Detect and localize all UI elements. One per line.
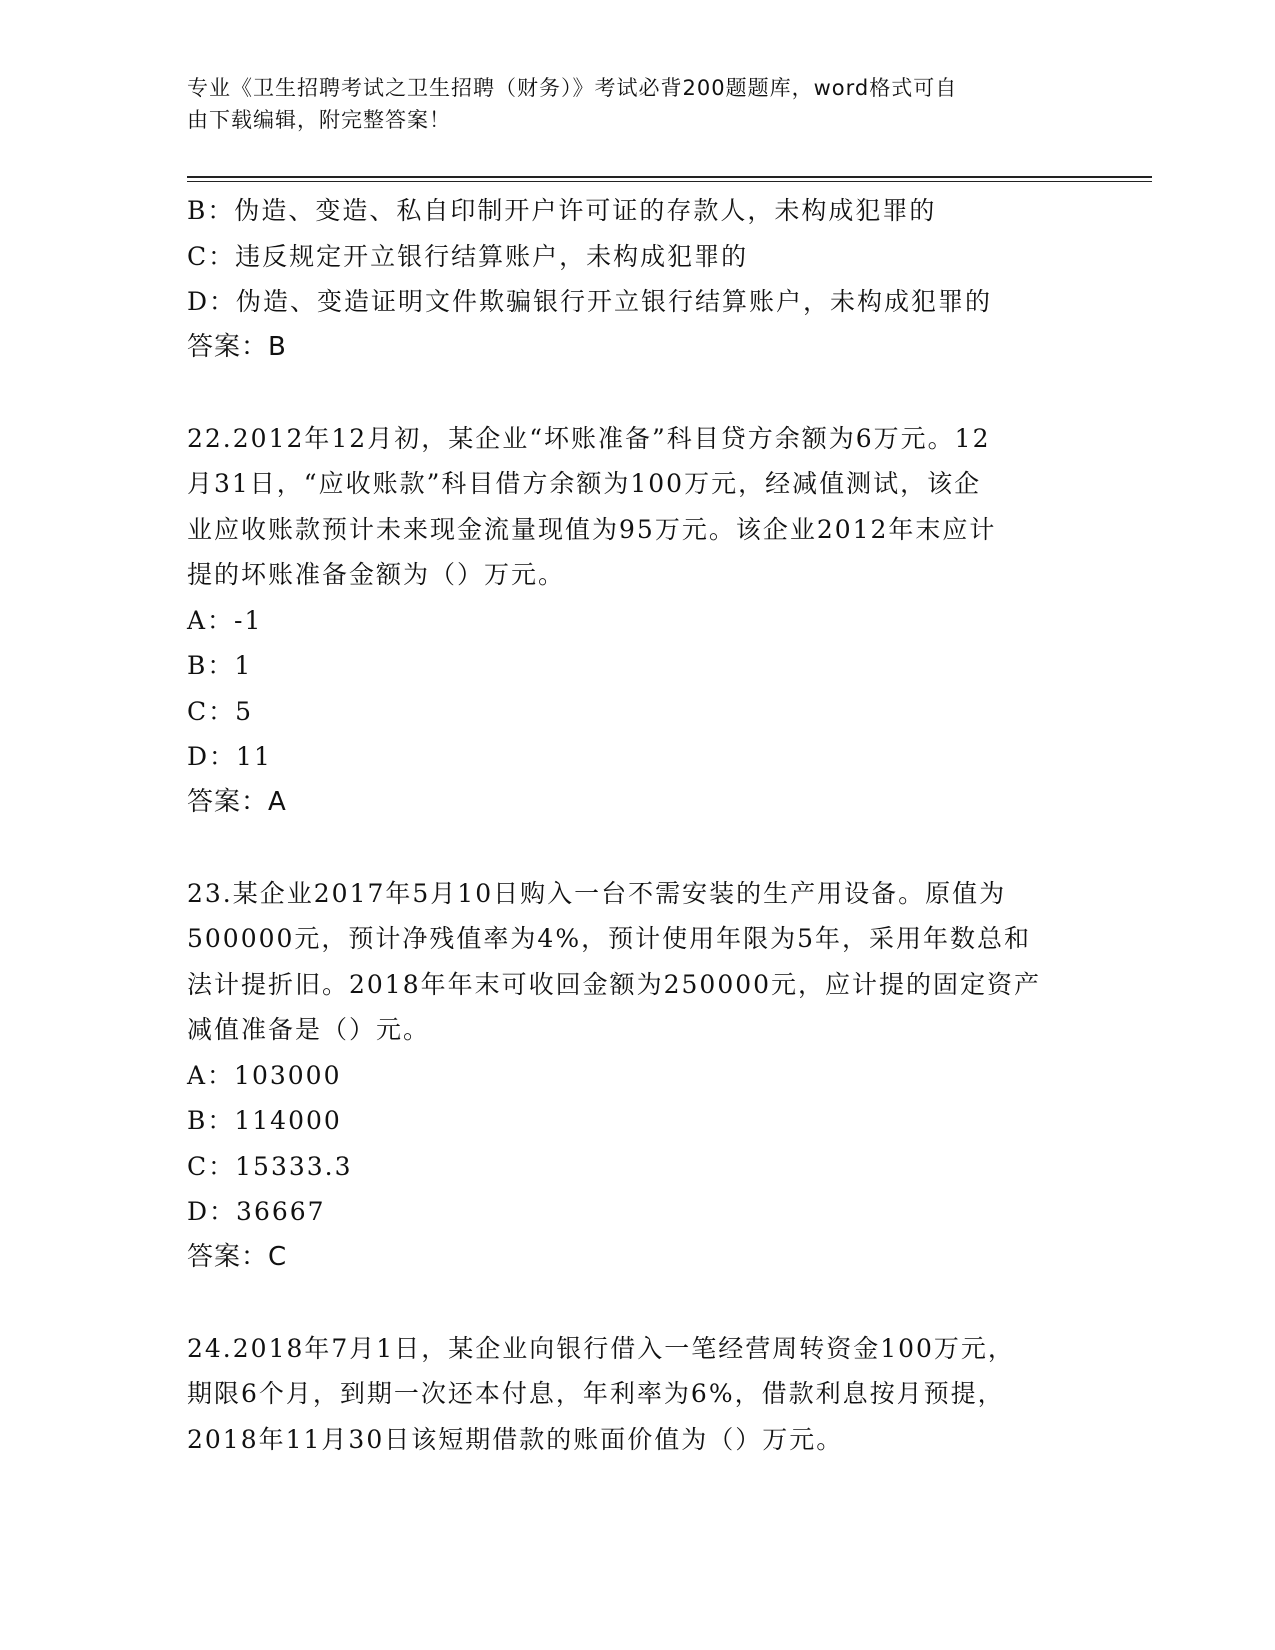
question-stem-line: 提的坏账准备金额为（）万元。 <box>187 560 566 589</box>
question-stem-line: 23.某企业2017年5月10日购入一台不需安装的生产用设备。原值为 <box>187 878 1007 908</box>
option-b: B：伪造、变造、私自印制开户许可证的存款人，未构成犯罪的 <box>187 196 937 225</box>
question-stem-line: 法计提折旧。2018年年末可收回金额为250000元，应计提的固定资产 <box>187 969 1042 999</box>
question-22 <box>187 416 1082 826</box>
question-stem-line: 期限6个月，到期一次还本付息，年利率为6%，借款利息按月预提， <box>187 1379 1005 1408</box>
header-title-line-2: 由下载编辑，附完整答案！ <box>187 108 451 132</box>
answer-line: 答案：A <box>187 786 287 817</box>
answer-line: 答案：C <box>187 1241 288 1272</box>
document-body <box>187 188 1082 1462</box>
option-c: C：5 <box>187 696 254 726</box>
spacer <box>187 370 1082 416</box>
question-stem-line: 24.2018年7月1日，某企业向银行借入一笔经营周转资金100万元， <box>187 1333 1015 1363</box>
question-21-continuation <box>187 188 1082 370</box>
question-stem-line: 月31日，“应收账款”科目借方余额为100万元，经减值测试，该企 <box>187 469 982 498</box>
question-stem-line: 减值准备是（）元。 <box>187 1015 431 1044</box>
option-a: A：103000 <box>187 1060 342 1090</box>
question-23 <box>187 871 1082 1281</box>
option-d: D：伪造、变造证明文件欺骗银行开立银行结算账户，未构成犯罪的 <box>187 287 993 316</box>
option-d: D：11 <box>187 742 272 771</box>
header-title-line-1: 专业《卫生招聘考试之卫生招聘（财务）》考试必背200题题库，word格式可自 <box>187 76 958 100</box>
option-a: A：-1 <box>187 605 263 635</box>
header-divider-thin <box>187 181 1152 182</box>
question-stem-line: 500000元，预计净残值率为4%，预计使用年限为5年，采用年数总和 <box>187 924 1032 953</box>
spacer <box>187 825 1082 871</box>
spacer <box>187 1280 1082 1326</box>
option-c: C：15333.3 <box>187 1151 353 1181</box>
question-stem-line: 2018年11月30日该短期借款的账面价值为（）万元。 <box>187 1424 844 1454</box>
option-b: B：114000 <box>187 1106 342 1135</box>
question-stem-line: 业应收账款预计未来现金流量现值为95万元。该企业2012年末应计 <box>187 514 997 544</box>
answer-line: 答案：B <box>187 331 287 362</box>
question-stem-line: 22.2012年12月初，某企业“坏账准备”科目贷方余额为6万元。12 <box>187 423 991 453</box>
option-b: B：1 <box>187 651 253 680</box>
document-header <box>187 72 1067 136</box>
question-24 <box>187 1326 1082 1463</box>
option-d: D：36667 <box>187 1197 326 1226</box>
option-c: C：违反规定开立银行结算账户，未构成犯罪的 <box>187 241 749 271</box>
header-divider-thick <box>187 176 1152 178</box>
